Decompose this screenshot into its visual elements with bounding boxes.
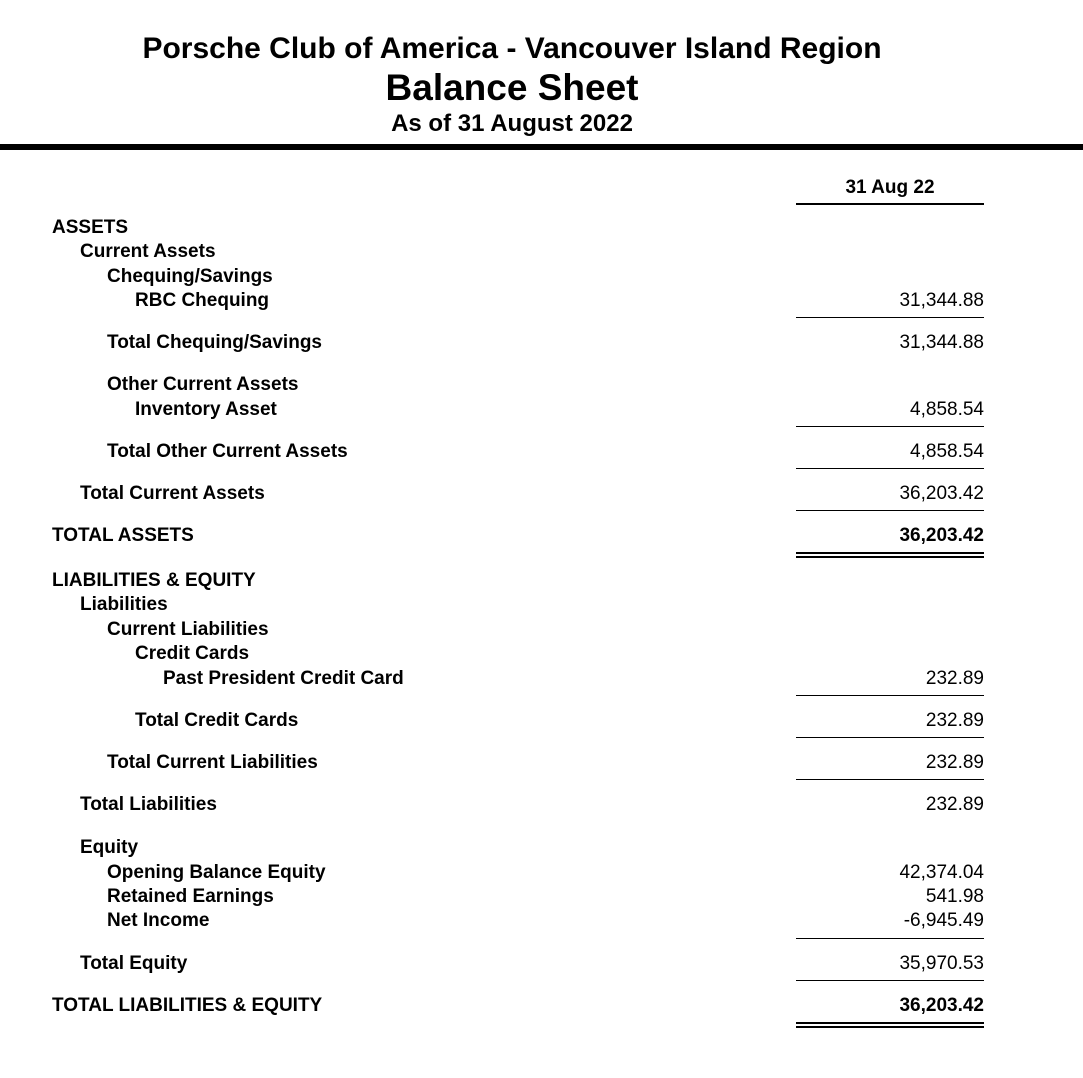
row-label: ASSETS [52,217,129,238]
row-amount: 31,344.88 [899,332,984,353]
row-liabilities-equity [0,569,1083,593]
row-equity [0,836,1083,860]
row-chequing-savings [0,265,1083,289]
row-amount: -6,945.49 [903,910,984,931]
row-label: Net Income [107,910,210,931]
row-amount: 36,203.42 [899,483,984,504]
row-label: Current Liabilities [107,619,269,640]
row-label: TOTAL LIABILITIES & EQUITY [52,995,323,1016]
row-label: Opening Balance Equity [107,862,326,883]
row-total-other-current-assets [0,440,1083,464]
row-label: Current Assets [80,241,216,262]
subtotal-line [796,938,984,939]
row-other-current-assets [0,373,1083,397]
row-label: Total Other Current Assets [107,441,348,462]
row-label: Total Equity [80,953,188,974]
grand-total-double-line [796,552,984,558]
row-total-current-liabilities [0,751,1083,775]
row-label: Past President Credit Card [163,668,404,689]
row-inventory-asset [0,398,1083,422]
row-rbc-chequing [0,289,1083,313]
row-amount: 541.98 [925,886,984,907]
row-retained-earnings [0,885,1083,909]
row-amount: 36,203.42 [899,995,984,1016]
row-current-assets [0,240,1083,264]
row-amount: 31,344.88 [899,290,984,311]
subtotal-line [796,468,984,469]
row-assets [0,216,1083,240]
subtotal-line [796,737,984,738]
row-total-equity [0,952,1083,976]
row-label: Chequing/Savings [107,266,273,287]
header-rule [0,144,1083,150]
row-amount: 36,203.42 [899,525,984,546]
row-amount: 232.89 [925,794,984,815]
row-total-assets [0,524,1083,548]
row-label: Total Chequing/Savings [107,332,322,353]
report-title: Balance Sheet [385,67,639,108]
subtotal-line [796,695,984,696]
row-label: Total Credit Cards [135,710,299,731]
report-date: As of 31 August 2022 [391,110,633,137]
row-amount: 35,970.53 [899,953,984,974]
row-label: Total Liabilities [80,794,217,815]
row-net-income [0,909,1083,933]
row-label: Liabilities [80,594,168,615]
row-label: Total Current Assets [80,483,265,504]
row-opening-balance-equity [0,861,1083,885]
row-label: TOTAL ASSETS [52,525,194,546]
row-label: Inventory Asset [135,399,277,420]
row-label: Total Current Liabilities [107,752,318,773]
row-total-current-assets [0,482,1083,506]
row-label: Equity [80,837,139,858]
row-total-credit-cards [0,709,1083,733]
row-amount: 232.89 [925,710,984,731]
row-total-chequing-savings [0,331,1083,355]
row-amount: 232.89 [925,752,984,773]
organization-name: Porsche Club of America - Vancouver Island Region [142,32,882,65]
row-amount: 42,374.04 [899,862,984,883]
row-label: LIABILITIES & EQUITY [52,570,256,591]
row-amount: 4,858.54 [910,441,984,462]
subtotal-line [796,980,984,981]
row-label: Credit Cards [135,643,250,664]
grand-total-double-line [796,1022,984,1028]
row-label: Other Current Assets [107,374,299,395]
subtotal-line [796,317,984,318]
row-label: Retained Earnings [107,886,274,907]
subtotal-line [796,426,984,427]
row-credit-cards [0,642,1083,666]
row-past-president-credit-card [0,667,1083,691]
row-total-liabilities-equity [0,994,1083,1018]
subtotal-line [796,779,984,780]
row-total-liabilities [0,793,1083,817]
row-liabilities [0,593,1083,617]
row-current-liabilities [0,618,1083,642]
row-label: RBC Chequing [135,290,270,311]
row-amount: 4,858.54 [910,399,984,420]
row-amount: 232.89 [925,668,984,689]
column-header-date: 31 Aug 22 [796,177,984,205]
subtotal-line [796,510,984,511]
